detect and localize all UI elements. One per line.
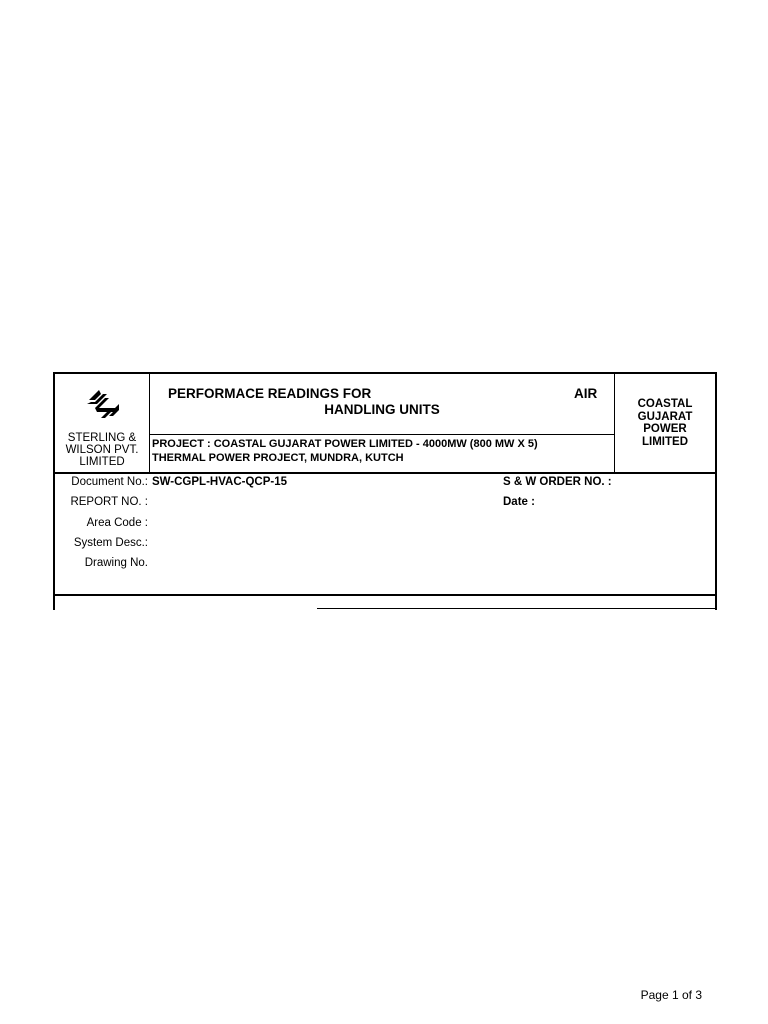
project-description xyxy=(152,437,538,465)
sw-order-no-label: S & W ORDER NO. : xyxy=(503,476,612,488)
document-fields xyxy=(55,474,715,596)
company-logo-cell xyxy=(55,374,150,472)
document-no-label: Document No.: xyxy=(71,476,148,488)
client-name-line: COASTAL xyxy=(637,398,693,410)
date-label: Date : xyxy=(503,496,535,508)
document-no-value: SW-CGPL-HVAC-QCP-15 xyxy=(152,476,288,488)
document-title xyxy=(150,374,614,435)
client-cell xyxy=(615,374,715,472)
company-name-line: LIMITED xyxy=(79,456,125,468)
system-desc-label: System Desc.: xyxy=(73,537,148,549)
drawing-no-label: Drawing No. xyxy=(84,557,148,569)
table-bottom-rule xyxy=(317,608,715,609)
header-row xyxy=(55,374,715,474)
client-name-line: POWER xyxy=(643,423,687,435)
page-number: Page 1 of 3 xyxy=(640,988,702,1002)
project-line-1: PROJECT : COASTAL GUJARAT POWER LIMITED - 4000MW (800 MW X 5) xyxy=(152,438,538,450)
company-name-line: WILSON PVT. xyxy=(65,444,139,456)
client-name-line: LIMITED xyxy=(642,435,688,448)
title-line-2: HANDLING UNITS xyxy=(324,402,440,417)
report-no-label: REPORT NO. : xyxy=(70,496,148,508)
area-code-label: Area Code : xyxy=(86,517,148,529)
company-name-line: STERLING & xyxy=(67,432,137,444)
company-name xyxy=(55,432,149,468)
title-cell xyxy=(150,374,615,472)
client-name-line: GUJARAT xyxy=(637,410,693,423)
title-line-1: PERFORMACE READINGS FOR xyxy=(168,386,372,401)
title-line-1-right: AIR xyxy=(574,386,598,401)
client-name xyxy=(615,398,715,448)
sterling-wilson-logo-icon xyxy=(85,388,121,422)
document-header-table xyxy=(53,372,717,610)
project-line-2: THERMAL POWER PROJECT, MUNDRA, KUTCH xyxy=(152,452,404,464)
